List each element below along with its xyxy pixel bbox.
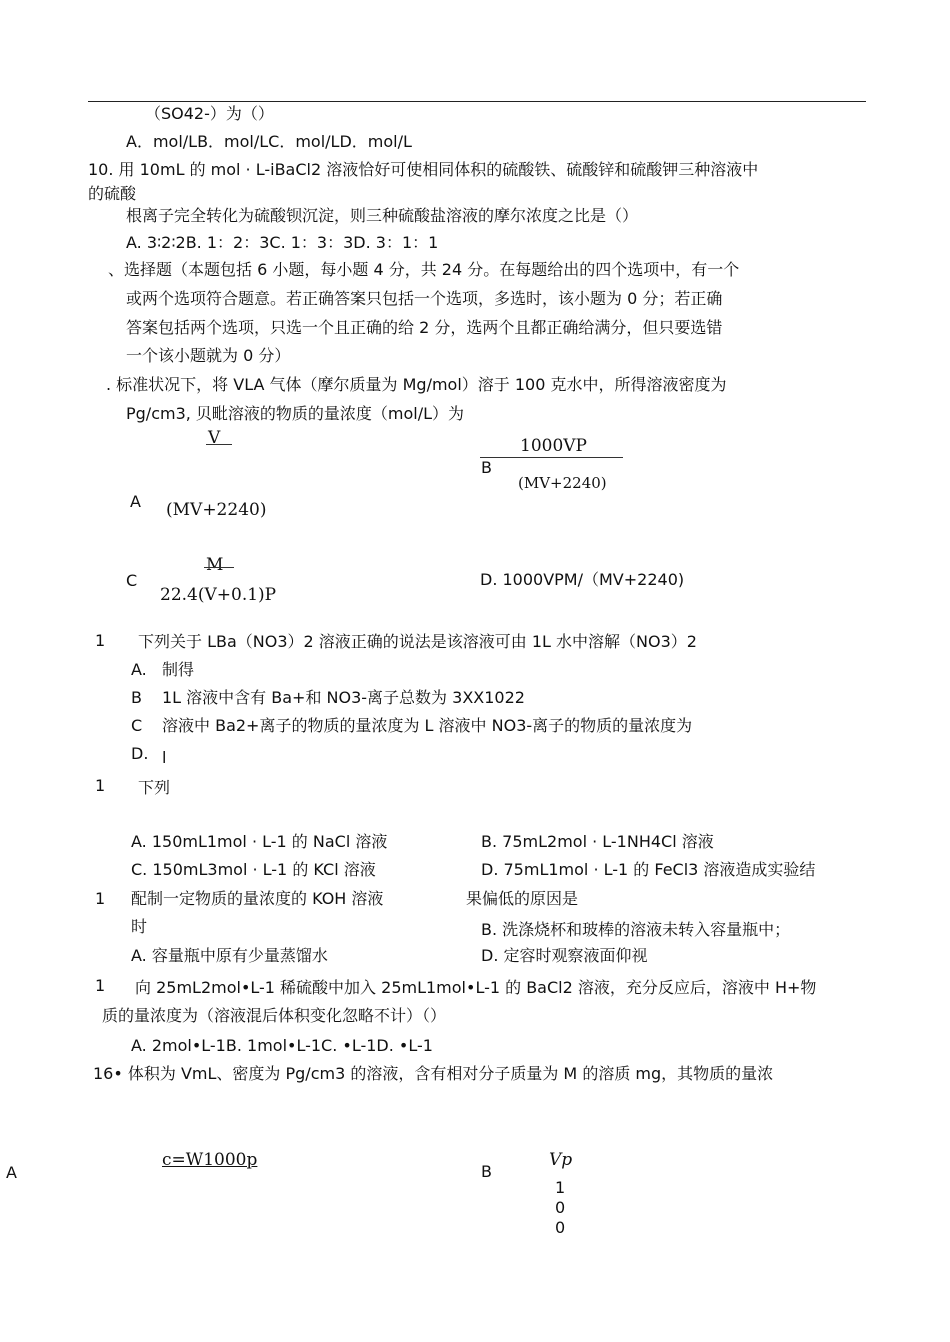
q11-option-d: D. 1000VPM/（MV+2240) (480, 570, 685, 589)
q16-option-b-digit-1: 1 (555, 1178, 566, 1197)
q16-line1: 16• 体积为 VmL、密度为 Pg/cm3 的溶液，含有相对分子质量为 M 的溶质 mg，其物质的量浓 (93, 1064, 774, 1083)
q16-option-b-numerator: Vp (549, 1150, 573, 1170)
q16-option-a-label: A (6, 1163, 17, 1182)
q16-option-a-formula: c=W1000p (162, 1150, 258, 1170)
q11-option-c-denominator: 22.4(V+0.1)P (160, 585, 277, 605)
q9-tail: （SO42-）为（） (145, 104, 274, 123)
q16-option-b-digit-3: 0 (555, 1218, 566, 1237)
q11-option-a-denominator: (MV+2240) (166, 500, 267, 520)
section-line1: 、选择题（本题包括 6 小题，每小题 4 分，共 24 分。在每题给出的四个选项中，有一个 (108, 260, 740, 279)
q11-option-b-label: B (481, 458, 492, 477)
q14-stem-line1: 配制一定物质的量浓度的 KOH 溶液 (131, 889, 384, 908)
header-rule (88, 101, 866, 102)
q12-option-d: l (162, 748, 167, 767)
q12-label-c: C (131, 716, 143, 735)
q13-number: 1 (95, 776, 106, 795)
q14-option-d: D. 定容时观察液面仰视 (481, 946, 648, 965)
q11-option-c-numerator: M (206, 555, 224, 575)
q12-label-d: D. (131, 744, 149, 763)
q12-option-a: 制得 (162, 660, 195, 679)
q13-option-a: A. 150mL1mol · L-1 的 NaCl 溶液 (131, 832, 388, 851)
q14-stem-right: 果偏低的原因是 (466, 889, 579, 908)
q14-option-a: A. 容量瓶中原有少量蒸馏水 (131, 946, 328, 965)
q11-line2: Pg/cm3, 贝毗溶液的物质的量浓度（mol/L）为 (126, 404, 465, 423)
q13-stem: 下列 (138, 778, 171, 797)
q15-options: A. 2mol•L-1B. 1mol•L-1C. •L-1D. •L-1 (131, 1036, 433, 1055)
q12-number: 1 (95, 631, 106, 650)
q11-line1: . 标准状况下，将 VLA 气体（摩尔质量为 Mg/mol）溶于 100 克水中，所得溶液密度为 (106, 375, 727, 394)
q16-option-b-label: B (481, 1162, 492, 1181)
q12-option-b: 1L 溶液中含有 Ba+和 NO3-离子总数为 3XX1022 (162, 688, 525, 707)
q13-option-b: B. 75mL2mol · L-1NH4Cl 溶液 (481, 832, 714, 851)
q11-option-b-numerator: 1000VP (520, 436, 587, 456)
q12-option-c: 溶液中 Ba2+离子的物质的量浓度为 L 溶液中 NO3-离子的物质的量浓度为 (162, 716, 693, 735)
q12-label-b: B (131, 688, 142, 707)
q16-option-b-digit-2: 0 (555, 1198, 566, 1217)
q11-option-c-label: C (126, 571, 138, 590)
q9-options: A．mol/LB．mol/LC．mol/LD．mol/L (126, 132, 412, 151)
q11-option-a-label: A (130, 492, 141, 511)
q10-line3: 根离子完全转化为硫酸钡沉淀，则三种硫酸盐溶液的摩尔浓度之比是（） (126, 206, 639, 225)
q10-line2: 的硫酸 (88, 184, 137, 203)
section-line2: 或两个选项符合题意。若正确答案只包括一个选项，多选时，该小题为 0 分；若正确 (126, 289, 723, 308)
q14-stem-line2: 时 (131, 917, 148, 936)
q15-line2: 质的量浓度为（溶液混后体积变化忽略不计）（） (102, 1006, 447, 1025)
q14-option-b: B. 洗涤烧杯和玻棒的溶液未转入容量瓶中； (481, 920, 791, 939)
q12-stem: 下列关于 LBa（NO3）2 溶液正确的说法是该溶液可由 1L 水中溶解（NO3）2 (138, 632, 697, 651)
q15-line1: 向 25mL2mol•L-1 稀硫酸中加入 25mL1mol•L-1 的 BaCl2 溶液，充分反应后，溶液中 H+物 (135, 978, 817, 997)
q11-option-a-fraction-bar (206, 444, 232, 445)
q13-option-c: C. 150mL3mol · L-1 的 KCl 溶液 (131, 860, 376, 879)
q10-line1: 10. 用 10mL 的 mol · L-iBaCl2 溶液恰好可使相同体积的硫酸铁、硫酸锌和硫酸钾三种溶液中 (88, 160, 759, 179)
section-line4: 一个该小题就为 0 分） (126, 346, 291, 365)
q11-option-b-denominator: (MV+2240) (518, 474, 607, 492)
q14-number: 1 (95, 889, 106, 908)
q13-option-d: D. 75mL1mol · L-1 的 FeCl3 溶液造成实验结 (481, 860, 816, 879)
q12-label-a: A. (131, 660, 147, 679)
q11-option-c-fraction-bar (204, 567, 234, 568)
q15-number: 1 (95, 976, 106, 995)
section-line3: 答案包括两个选项，只选一个且正确的给 2 分，选两个且都正确给满分，但只要选错 (126, 318, 723, 337)
q10-options: A. 3∶2∶2B. 1：2：3C. 1：3：3D. 3：1：1 (126, 233, 439, 252)
q11-option-b-fraction-bar (480, 457, 623, 458)
q11-option-a-numerator: V (208, 428, 221, 448)
